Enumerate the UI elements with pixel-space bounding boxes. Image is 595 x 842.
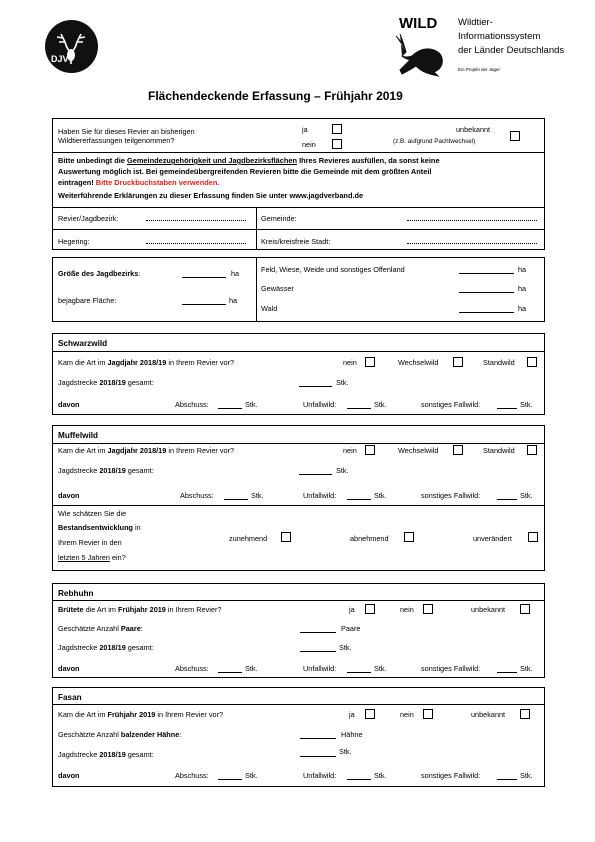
groesse-field[interactable]: [182, 277, 226, 278]
schwarzwild-abschuss-field[interactable]: [218, 408, 242, 409]
muffelwild-nein-checkbox[interactable]: [365, 445, 375, 455]
participation-unbekannt-checkbox[interactable]: [510, 131, 520, 141]
bejagbar-field[interactable]: [182, 304, 226, 305]
schwarzwild-jagdstrecke-field[interactable]: [299, 386, 332, 387]
rebhuhn-unfallwild-field[interactable]: [347, 672, 371, 673]
fasan-anzahl-label: Geschätzte Anzahl balzender Hähne:: [58, 730, 182, 739]
rebhuhn-abschuss-field[interactable]: [218, 672, 242, 673]
muffelwild-nein-label: nein: [343, 446, 357, 455]
kreis-field[interactable]: [407, 243, 537, 244]
feld-unit: ha: [518, 265, 527, 274]
gemeinde-label: Gemeinde:: [261, 214, 297, 223]
muffelwild-abschuss-unit: Stk.: [251, 491, 264, 500]
muffelwild-davon-label: davon: [58, 491, 80, 500]
gemeinde-field[interactable]: [407, 220, 537, 221]
muffelwild-abnehmend-checkbox[interactable]: [404, 532, 414, 542]
rebhuhn-unfallwild-unit: Stk.: [374, 664, 387, 673]
schwarzwild-davon-label: davon: [58, 400, 80, 409]
muffelwild-jagdstrecke-field[interactable]: [299, 474, 332, 475]
rebhuhn-jagdstrecke-unit: Stk.: [339, 643, 352, 652]
fasan-abschuss-unit: Stk.: [245, 771, 258, 780]
fasan-anzahl-field[interactable]: [300, 738, 336, 739]
schwarzwild-vorkommen-question: Kam die Art im Jagdjahr 2018/19 in Ihrem Revier vor?: [58, 358, 235, 367]
fasan-jagdstrecke-field[interactable]: [300, 756, 336, 757]
muffelwild-abschuss-field[interactable]: [224, 499, 248, 500]
schwarzwild-abschuss-unit: Stk.: [245, 400, 258, 409]
rebhuhn-fallwild-unit: Stk.: [520, 664, 533, 673]
rebhuhn-nein-label: nein: [400, 605, 414, 614]
participation-ja-checkbox[interactable]: [332, 124, 342, 134]
wild-small-note: Ein Projekt der Jäger: [458, 67, 501, 72]
fasan-abschuss-field[interactable]: [218, 779, 242, 780]
muffelwild-fallwild-label: sonstiges Fallwild:: [421, 491, 481, 500]
hegering-field[interactable]: [146, 243, 246, 244]
participation-nein-checkbox[interactable]: [332, 139, 342, 149]
rebhuhn-title: Rebhuhn: [58, 589, 94, 598]
rebhuhn-jagdstrecke-field[interactable]: [300, 651, 336, 652]
schwarzwild-wechselwild-label: Wechselwild: [398, 358, 439, 367]
schwarzwild-fallwild-field[interactable]: [497, 408, 517, 409]
muffelwild-unfallwild-field[interactable]: [347, 499, 371, 500]
participation-note: (z.B. aufgrund Pachtwechsel): [393, 138, 476, 145]
muffelwild-jagdstrecke-label: Jagdstrecke 2018/19 gesamt:: [58, 466, 154, 475]
fasan-jagdstrecke-unit: Stk.: [339, 747, 352, 756]
rebhuhn-nein-checkbox[interactable]: [423, 604, 433, 614]
muffelwild-standwild-checkbox[interactable]: [527, 445, 537, 455]
schwarzwild-title: Schwarzwild: [58, 339, 108, 348]
fasan-unfallwild-field[interactable]: [347, 779, 371, 780]
muffelwild-title: Muffelwild: [58, 431, 99, 440]
muffelwild-wechselwild-checkbox[interactable]: [453, 445, 463, 455]
schwarzwild-nein-checkbox[interactable]: [365, 357, 375, 367]
fasan-haehne-unit: Hähne: [341, 730, 363, 739]
fasan-title: Fasan: [58, 693, 82, 702]
fasan-fallwild-label: sonstiges Fallwild:: [421, 771, 481, 780]
fasan-ja-label: ja: [349, 710, 355, 719]
djv-logo-text: DJV: [51, 54, 69, 64]
fasan-ja-checkbox[interactable]: [365, 709, 375, 719]
fasan-nein-label: nein: [400, 710, 414, 719]
muffelwild-bestand-line-3: Ihrem Revier in den: [58, 538, 122, 547]
instructions-line-4: Weiterführende Erklärungen zu dieser Erfassung finden Sie unter www.jagdverband.de: [58, 191, 364, 200]
rebhuhn-unbekannt-checkbox[interactable]: [520, 604, 530, 614]
fasan-unfallwild-label: Unfallwild:: [303, 771, 337, 780]
rebhuhn-jagdstrecke-label: Jagdstrecke 2018/19 gesamt:: [58, 643, 154, 652]
schwarzwild-wechselwild-checkbox[interactable]: [453, 357, 463, 367]
groesse-label: Größe des Jagdbezirks:: [58, 269, 141, 278]
djv-logo: [45, 20, 98, 73]
participation-unbekannt-label: unbekannt: [456, 125, 491, 134]
rebhuhn-unfallwild-label: Unfallwild:: [303, 664, 337, 673]
fasan-fallwild-field[interactable]: [497, 779, 517, 780]
wald-field[interactable]: [459, 312, 514, 313]
rebhuhn-ja-label: ja: [349, 605, 355, 614]
gewaesser-field[interactable]: [459, 292, 514, 293]
fasan-abschuss-label: Abschuss:: [175, 771, 209, 780]
fasan-vorkommen-question: Kam die Art im Frühjahr 2019 in Ihrem Revier vor?: [58, 710, 224, 719]
rebhuhn-davon-label: davon: [58, 664, 80, 673]
hegering-label: Hegering:: [58, 237, 90, 246]
wald-label: Wald: [261, 304, 278, 313]
schwarzwild-unfallwild-label: Unfallwild:: [303, 400, 337, 409]
rebhuhn-fallwild-field[interactable]: [497, 672, 517, 673]
feld-label: Feld, Wiese, Weide und sonstiges Offenland: [261, 265, 405, 274]
fasan-unfallwild-unit: Stk.: [374, 771, 387, 780]
muffelwild-abnehmend-label: abnehmend: [350, 534, 389, 543]
muffelwild-wechselwild-label: Wechselwild: [398, 446, 439, 455]
wild-logo-text: WILD: [399, 15, 438, 32]
wild-tagline-3: der Länder Deutschlands: [458, 45, 565, 56]
muffelwild-unveraendert-label: unverändert: [473, 534, 512, 543]
muffelwild-fallwild-unit: Stk.: [520, 491, 533, 500]
participation-question: Haben Sie für dieses Revier an bisherigen: [58, 127, 195, 136]
schwarzwild-abschuss-label: Abschuss:: [175, 400, 209, 409]
rebhuhn-abschuss-label: Abschuss:: [175, 664, 209, 673]
fasan-jagdstrecke-label: Jagdstrecke 2018/19 gesamt:: [58, 750, 154, 759]
groesse-unit: ha: [231, 269, 240, 278]
page-title: Flächendeckende Erfassung – Frühjahr 2019: [148, 89, 403, 103]
schwarzwild-unfallwild-field[interactable]: [347, 408, 371, 409]
schwarzwild-nein-label: nein: [343, 358, 357, 367]
fasan-nein-checkbox[interactable]: [423, 709, 433, 719]
muffelwild-unveraendert-checkbox[interactable]: [528, 532, 538, 542]
muffelwild-standwild-label: Standwild: [483, 446, 515, 455]
rebhuhn-ja-checkbox[interactable]: [365, 604, 375, 614]
revier-field[interactable]: [146, 220, 246, 221]
schwarzwild-fallwild-unit: Stk.: [520, 400, 533, 409]
schwarzwild-standwild-checkbox[interactable]: [527, 357, 537, 367]
muffelwild-abschuss-label: Abschuss:: [180, 491, 214, 500]
hare-icon: [392, 30, 448, 78]
deer-antler-icon: [45, 20, 98, 73]
wild-tagline-1: Wildtier-: [458, 17, 493, 28]
wild-tagline-2: Informationssystem: [458, 31, 541, 42]
muffelwild-jagdstrecke-unit: Stk.: [336, 466, 349, 475]
muffelwild-zunehmend-label: zunehmend: [229, 534, 268, 543]
fasan-unbekannt-label: unbekannt: [471, 710, 506, 719]
revier-label: Revier/Jagdbezirk:: [58, 214, 119, 223]
muffelwild-bestand-line-4: letzten 5 Jahren ein?: [58, 553, 126, 562]
gewaesser-label: Gewässer: [261, 284, 294, 293]
rebhuhn-paare-unit: Paare: [341, 624, 361, 633]
participation-question-2: Wildtiererfassungen teilgenommen?: [58, 136, 175, 145]
kreis-label: Kreis/kreisfreie Stadt:: [261, 237, 331, 246]
muffelwild-zunehmend-checkbox[interactable]: [281, 532, 291, 542]
schwarzwild-unfallwild-unit: Stk.: [374, 400, 387, 409]
fasan-unbekannt-checkbox[interactable]: [520, 709, 530, 719]
muffelwild-bestand-line-2: Bestandsentwicklung in: [58, 523, 141, 532]
fasan-davon-label: davon: [58, 771, 80, 780]
muffelwild-vorkommen-question: Kam die Art im Jagdjahr 2018/19 in Ihrem Revier vor?: [58, 446, 235, 455]
rebhuhn-unbekannt-label: unbekannt: [471, 605, 506, 614]
schwarzwild-standwild-label: Standwild: [483, 358, 515, 367]
muffelwild-bestand-line-1: Wie schätzen Sie die: [58, 509, 127, 518]
feld-field[interactable]: [459, 273, 514, 274]
muffelwild-fallwild-field[interactable]: [497, 499, 517, 500]
instructions-line-3: eintragen! Bitte Druckbuchstaben verwenden.: [58, 178, 220, 187]
instructions-line-1: Bitte unbedingt die Gemeindezugehörigkeit und Jagdbezirksflächen Ihres Revieres ausfüllen, da sonst keine: [58, 156, 440, 165]
bejagbar-label: bejagbare Fläche:: [58, 296, 117, 305]
schwarzwild-jagdstrecke-label: Jagdstrecke 2018/19 gesamt:: [58, 378, 154, 387]
rebhuhn-anzahl-field[interactable]: [300, 632, 336, 633]
muffelwild-unfallwild-label: Unfallwild:: [303, 491, 337, 500]
participation-ja-label: ja: [302, 125, 308, 134]
rebhuhn-bruetung-question: Brütete die Art im Frühjahr 2019 in Ihrem Revier?: [58, 605, 222, 614]
rebhuhn-abschuss-unit: Stk.: [245, 664, 258, 673]
bejagbar-unit: ha: [229, 296, 238, 305]
muffelwild-unfallwild-unit: Stk.: [374, 491, 387, 500]
participation-nein-label: nein: [302, 140, 316, 149]
wald-unit: ha: [518, 304, 527, 313]
rebhuhn-fallwild-label: sonstiges Fallwild:: [421, 664, 481, 673]
schwarzwild-jagdstrecke-unit: Stk.: [336, 378, 349, 387]
fasan-fallwild-unit: Stk.: [520, 771, 533, 780]
gewaesser-unit: ha: [518, 284, 527, 293]
schwarzwild-fallwild-label: sonstiges Fallwild:: [421, 400, 481, 409]
rebhuhn-anzahl-label: Geschätzte Anzahl Paare:: [58, 624, 143, 633]
instructions-line-2: Auswertung möglich ist. Bei gemeindeübergreifenden Revieren bitte die Gemeinde mit dem größten Anteil: [58, 167, 432, 176]
